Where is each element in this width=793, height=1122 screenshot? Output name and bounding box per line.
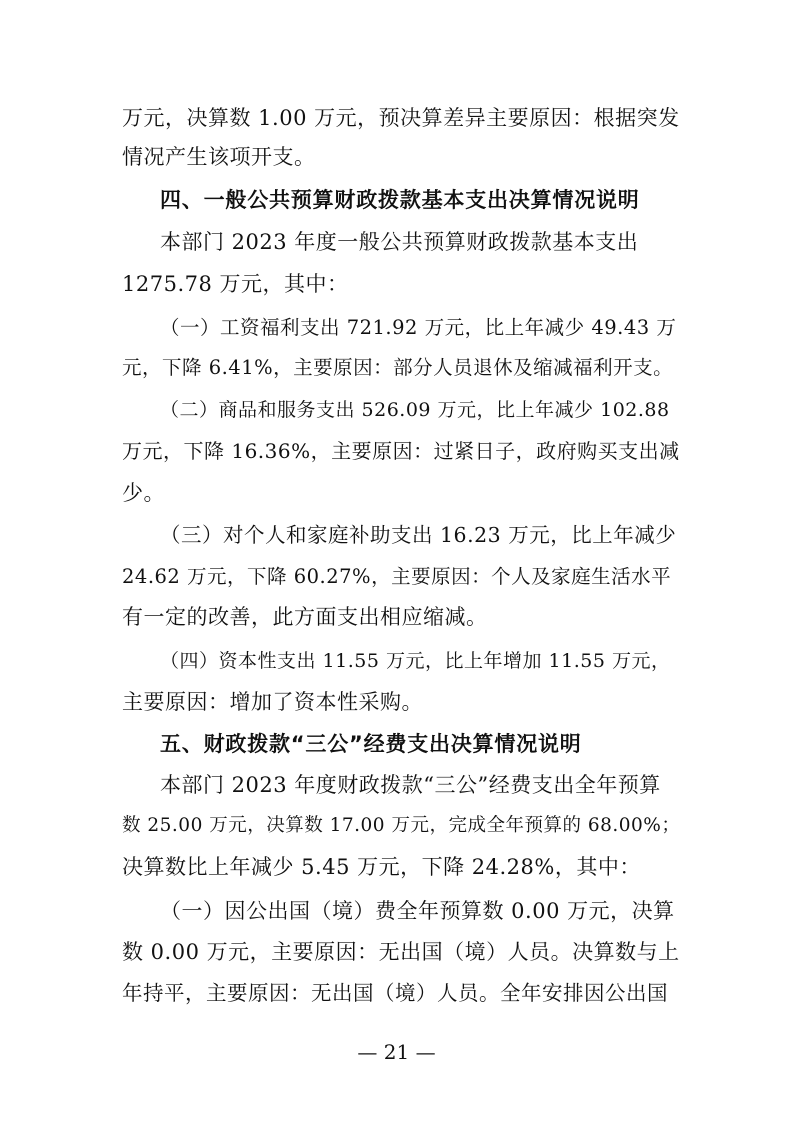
section-heading: 四、一般公共预算财政拨款基本支出决算情况说明 (160, 188, 640, 212)
body-text-line: 数 25.00 万元，决算数 17.00 万元，完成全年预算的 68.00%； (122, 815, 681, 836)
body-text-line: 主要原因：增加了资本性采购。 (122, 690, 423, 714)
body-text-line: 1275.78 万元，其中： (122, 272, 349, 296)
body-text-line: （二）商品和服务支出 526.09 万元，比上年减少 102.88 (160, 399, 670, 421)
section-heading: 五、财政拨款“三公”经费支出决算情况说明 (160, 732, 582, 756)
body-text-line: 24.62 万元，下降 60.27%，主要原因：个人及家庭生活水平 (122, 565, 672, 588)
body-text-line: （三）对个人和家庭补助支出 16.23 万元，比上年减少 (160, 523, 677, 547)
body-text-line: （一）因公出国（境）费全年预算数 0.00 万元，决算 (160, 899, 675, 923)
body-text-line: （一）工资福利支出 721.92 万元，比上年减少 49.43 万 (160, 316, 677, 339)
body-text-line: （四）资本性支出 11.55 万元，比上年增加 11.55 万元， (160, 650, 671, 672)
body-text-line: 年持平，主要原因：无出国（境）人员。全年安排因公出国 (122, 981, 668, 1005)
body-text-line: 情况产生该项开支。 (122, 145, 316, 169)
body-text-line: 万元，下降 16.36%，主要原因：过紧日子，政府购买支出减 (122, 439, 680, 463)
body-text-line: 万元，决算数 1.00 万元，预决算差异主要原因：根据突发 (122, 106, 680, 130)
body-text-line: 有一定的改善，此方面支出相应缩减。 (122, 605, 488, 629)
body-text-line: 决算数比上年减少 5.45 万元，下降 24.28%，其中： (122, 855, 641, 879)
body-text-line: 本部门 2023 年度一般公共预算财政拨款基本支出 (160, 230, 639, 254)
body-text-line: 元，下降 6.41%，主要原因：部分人员退休及缩减福利开支。 (122, 356, 674, 379)
body-text-line: 数 0.00 万元，主要原因：无出国（境）人员。决算数与上 (122, 940, 680, 964)
page-number: — 21 — (357, 1040, 436, 1064)
body-text-line: 少。 (122, 481, 165, 505)
body-text-line: 本部门 2023 年度财政拨款“三公”经费支出全年预算 (160, 773, 661, 797)
